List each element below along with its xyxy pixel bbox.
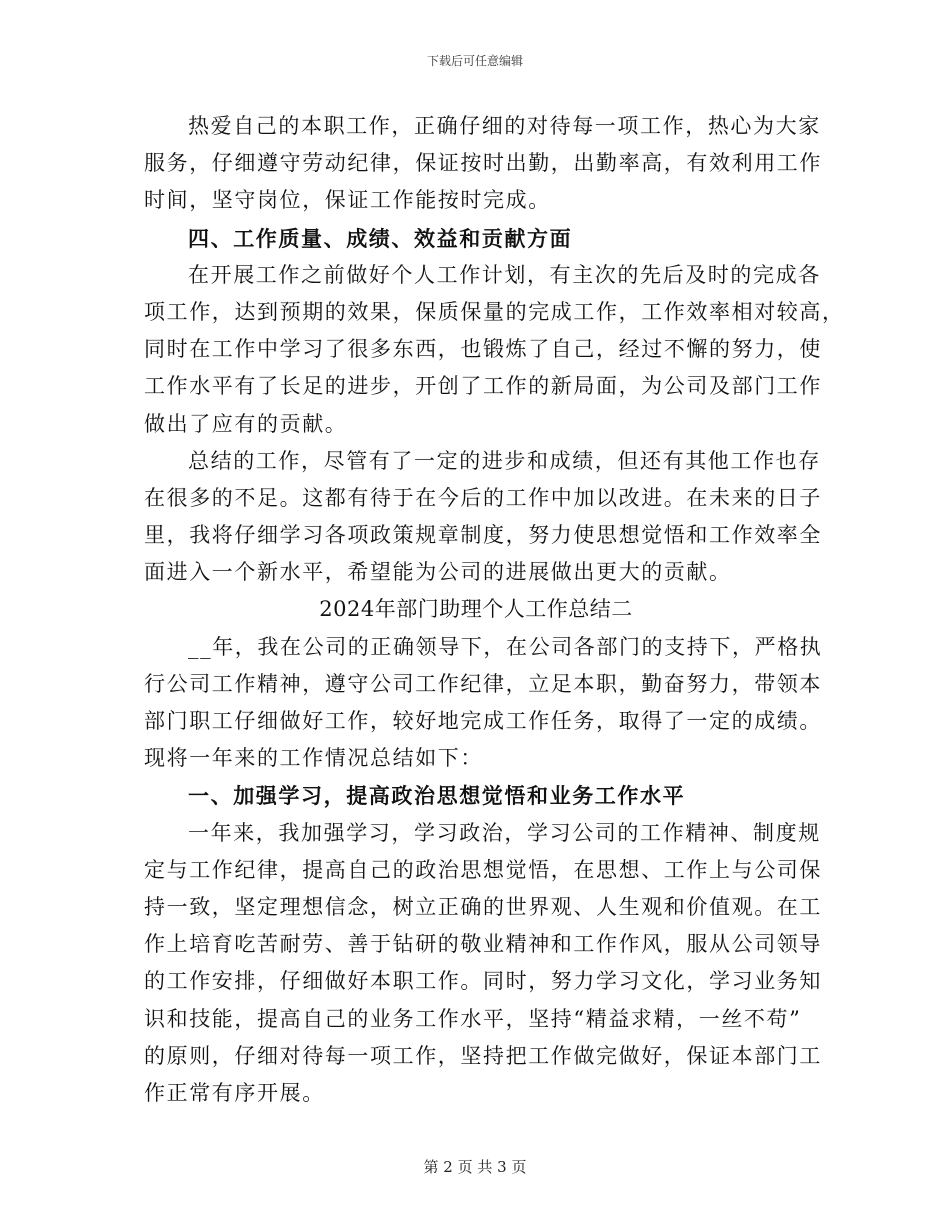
body-text-line: 做出了应有的贡献。 <box>144 411 348 436</box>
body-text-line: 部门职工仔细做好工作，较好地完成工作任务，取得了一定的成绩。 <box>144 709 822 733</box>
body-text-line: 在开展工作之前做好个人工作计划，有主次的先后及时的完成各 <box>188 262 821 287</box>
section-title: 2024年部门助理个人工作总结二 <box>319 597 633 622</box>
body-text-line: 一年来，我加强学习，学习政治，学习公司的工作精神、制度规 <box>188 820 821 845</box>
body-text-line: 面进入一个新水平，希望能为公司的进展做出更大的贡献。 <box>144 560 732 585</box>
body-text-line: 时间，坚守岗位，保证工作能按时完成。 <box>144 188 551 213</box>
body-text-line: 定与工作纪律，提高自己的政治思想觉悟，在思想、工作上与公司保 <box>144 857 822 882</box>
body-text-line: 工作水平有了长足的进步，开创了工作的新局面，为公司及部门工作 <box>144 374 822 399</box>
page-header: 下载后可任意编辑 <box>426 54 523 68</box>
section-heading: 四、工作质量、成绩、效益和贡献方面 <box>188 225 573 251</box>
page-number: 第 2 页 共 3 页 <box>423 1158 527 1176</box>
body-text-line: 的原则，仔细对待每一项工作，坚持把工作做完做好，保证本部门工 <box>144 1043 822 1068</box>
body-text-line: 同时在工作中学习了很多东西，也锻炼了自己，经过不懈的努力，使 <box>144 337 822 362</box>
body-text-line: 现将一年来的工作情况总结如下： <box>144 746 483 771</box>
body-text-line: 里，我将仔细学习各项政策规章制度，努力使思想觉悟和工作效率全 <box>144 523 822 548</box>
body-text-line: 行公司工作精神，遵守公司工作纪律，立足本职，勤奋努力，带领本 <box>144 671 822 696</box>
body-text-line: 在很多的不足。这都有待于在今后的工作中加以改进。在未来的日子 <box>144 485 822 510</box>
body-text-line: 热爱自己的本职工作，正确仔细的对待每一项工作，热心为大家 <box>188 114 821 138</box>
document-body <box>144 108 845 1112</box>
body-text-line: 持一致，坚定理想信念，树立正确的世界观、人生观和价值观。在工 <box>144 894 822 919</box>
body-text-line: 识和技能，提高自己的业务工作水平，坚持“精益求精，一丝不苟” <box>144 1006 802 1031</box>
body-text-line: 总结的工作，尽管有了一定的进步和成绩，但还有其他工作也存 <box>188 448 821 473</box>
body-text-line: 的工作安排，仔细做好本职工作。同时，努力学习文化，学习业务知 <box>144 969 822 994</box>
section-heading: 一、加强学习，提高政治思想觉悟和业务工作水平 <box>188 783 686 809</box>
body-text-line: 服务，仔细遵守劳动纪律，保证按时出勤，出勤率高，有效利用工作 <box>144 151 822 176</box>
body-text-line: 作上培育吃苦耐劳、善于钻研的敬业精神和工作作风，服从公司领导 <box>144 932 822 957</box>
body-text-line: __年，我在公司的正确领导下，在公司各部门的支持下，严格执 <box>188 634 823 659</box>
body-text-line: 作正常有序开展。 <box>144 1080 325 1105</box>
body-text-line: 项工作，达到预期的效果，保质保量的完成工作，工作效率相对较高， <box>144 299 845 324</box>
